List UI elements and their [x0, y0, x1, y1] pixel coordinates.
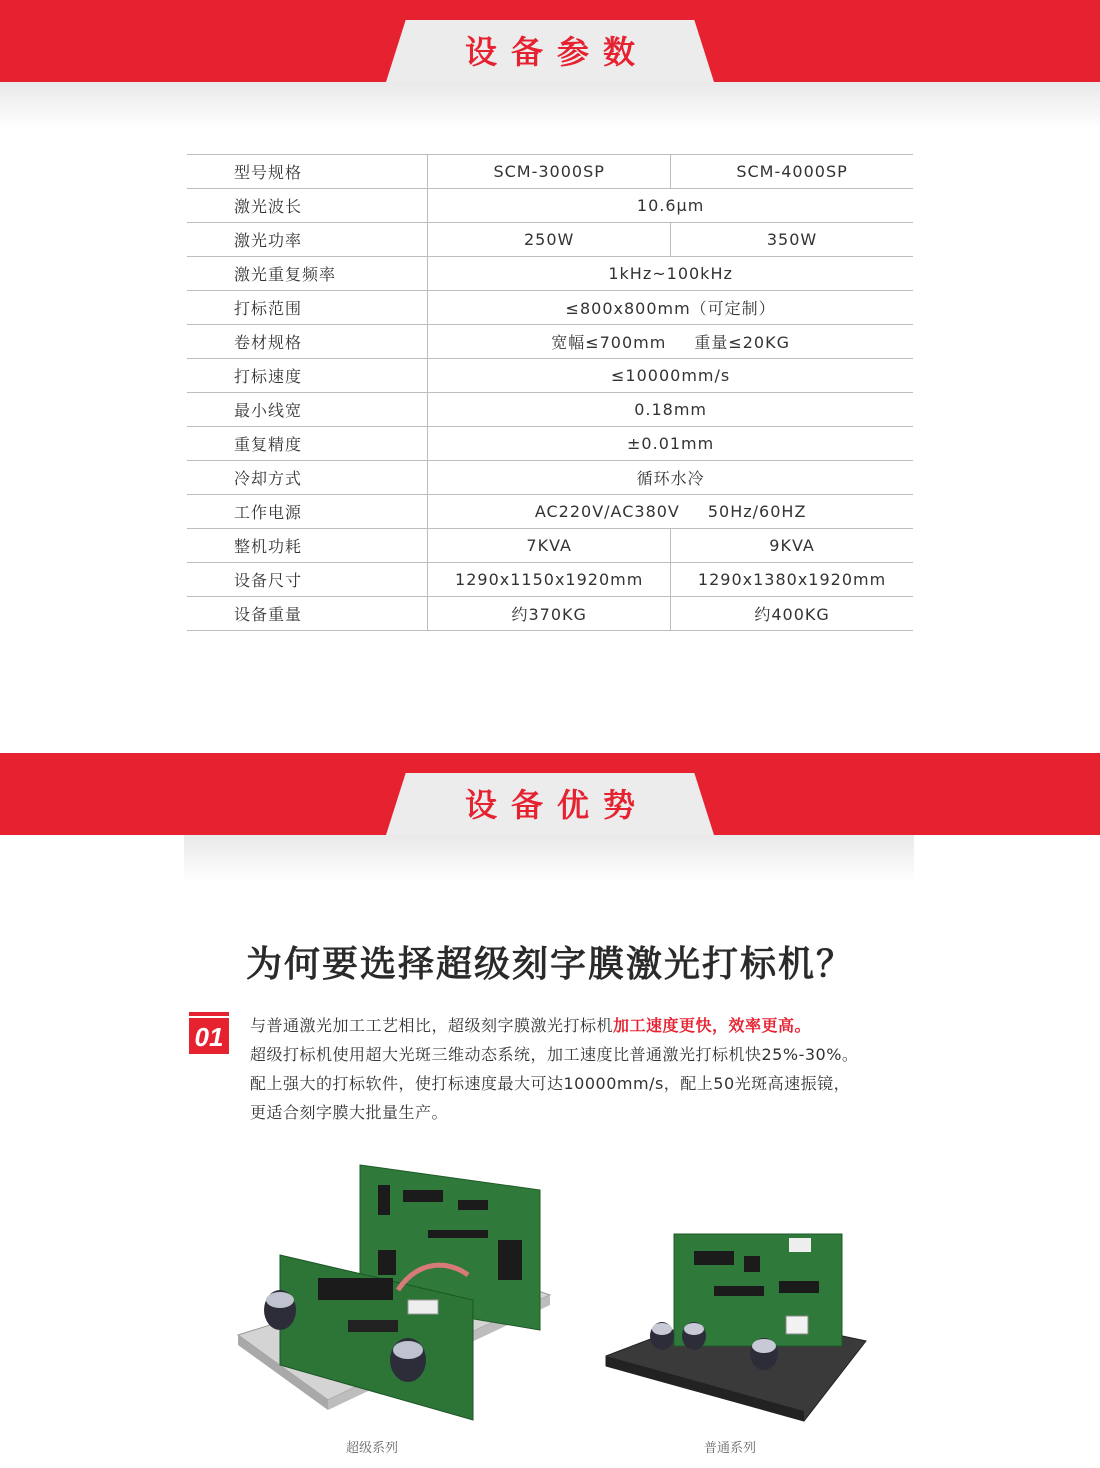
para-line-4: 更适合刻字膜大批量生产。: [250, 1103, 449, 1122]
spec-value-frequency: 50Hz/60HZ: [707, 502, 807, 521]
spec-value: ±0.01mm: [428, 427, 913, 461]
spec-value: 0.18mm: [428, 393, 913, 427]
spec-value: 循环水冷: [428, 461, 913, 495]
spec-value-pair: [428, 495, 913, 529]
spec-label: 卷材规格: [187, 325, 428, 359]
table-row: [187, 461, 913, 495]
spec-label: 重复精度: [187, 427, 428, 461]
spec-value: 1kHz~100kHz: [428, 257, 913, 291]
para-line-1: [250, 1011, 930, 1040]
section-title-advantages: 设备优势: [464, 786, 649, 824]
spec-label: 激光波长: [187, 189, 428, 223]
banner-fade: [184, 835, 914, 883]
spec-label: 冷却方式: [187, 461, 428, 495]
table-row: [187, 325, 913, 359]
table-row: [187, 495, 913, 529]
table-row: [187, 155, 913, 189]
para-highlight: 加工速度更快，效率更高。: [613, 1016, 812, 1035]
spec-value-width: 宽幅≤700mm: [551, 333, 667, 352]
spec-value-weight: 重量≤20KG: [694, 333, 791, 352]
spec-label: 型号规格: [187, 155, 428, 189]
spec-value: 9KVA: [671, 529, 913, 563]
standard-series-board-image: [604, 1226, 869, 1426]
spec-value: 350W: [671, 223, 913, 257]
table-row: [187, 563, 913, 597]
table-row: [187, 189, 913, 223]
spec-value: 1290x1150x1920mm: [428, 563, 671, 597]
spec-label: 最小线宽: [187, 393, 428, 427]
spec-label: 工作电源: [187, 495, 428, 529]
advantage-headline: 为何要选择超级刻字膜激光打标机？: [245, 944, 854, 985]
spec-value: 约400KG: [671, 597, 913, 631]
spec-value: 1290x1380x1920mm: [671, 563, 913, 597]
spec-value: 250W: [428, 223, 671, 257]
spec-value-pair: [428, 325, 913, 359]
spec-value: ≤10000mm/s: [428, 359, 913, 393]
super-series-board-image: [228, 1160, 558, 1430]
spec-value: 7KVA: [428, 529, 671, 563]
spec-value: 约370KG: [428, 597, 671, 631]
spec-label: 激光功率: [187, 223, 428, 257]
table-row: [187, 223, 913, 257]
spec-value: 10.6μm: [428, 189, 913, 223]
para-text: 与普通激光加工工艺相比，超级刻字膜激光打标机: [250, 1016, 614, 1035]
table-row: [187, 597, 913, 631]
para-line-2: 超级打标机使用超大光斑三维动态系统，加工速度比普通激光打标机快25%-30%。: [250, 1045, 859, 1064]
table-row: [187, 257, 913, 291]
spec-value: ≤800x800mm（可定制）: [428, 291, 913, 325]
spec-label: 打标速度: [187, 359, 428, 393]
advantage-paragraph: [250, 1011, 930, 1127]
badge-bar: [189, 1012, 229, 1016]
table-row: [187, 427, 913, 461]
spec-value: SCM-3000SP: [428, 155, 671, 189]
table-row: [187, 529, 913, 563]
caption-super-series: 超级系列: [345, 1441, 398, 1456]
table-row: [187, 359, 913, 393]
spec-label: 打标范围: [187, 291, 428, 325]
spec-label: 整机功耗: [187, 529, 428, 563]
spec-value: SCM-4000SP: [671, 155, 913, 189]
section-title-params: 设备参数: [464, 33, 649, 71]
table-row: [187, 291, 913, 325]
number-badge: 01: [189, 1018, 229, 1054]
spec-label: 激光重复频率: [187, 257, 428, 291]
para-line-3: 配上强大的打标软件，使打标速度最大可达10000mm/s，配上50光斑高速振镜，: [250, 1074, 851, 1093]
caption-standard-series: 普通系列: [703, 1441, 756, 1456]
spec-value-voltage: AC220V/AC380V: [534, 502, 680, 521]
spec-label: 设备重量: [187, 597, 428, 631]
table-row: [187, 393, 913, 427]
spec-table: [187, 154, 913, 631]
spec-label: 设备尺寸: [187, 563, 428, 597]
banner-fade: [0, 82, 1100, 130]
